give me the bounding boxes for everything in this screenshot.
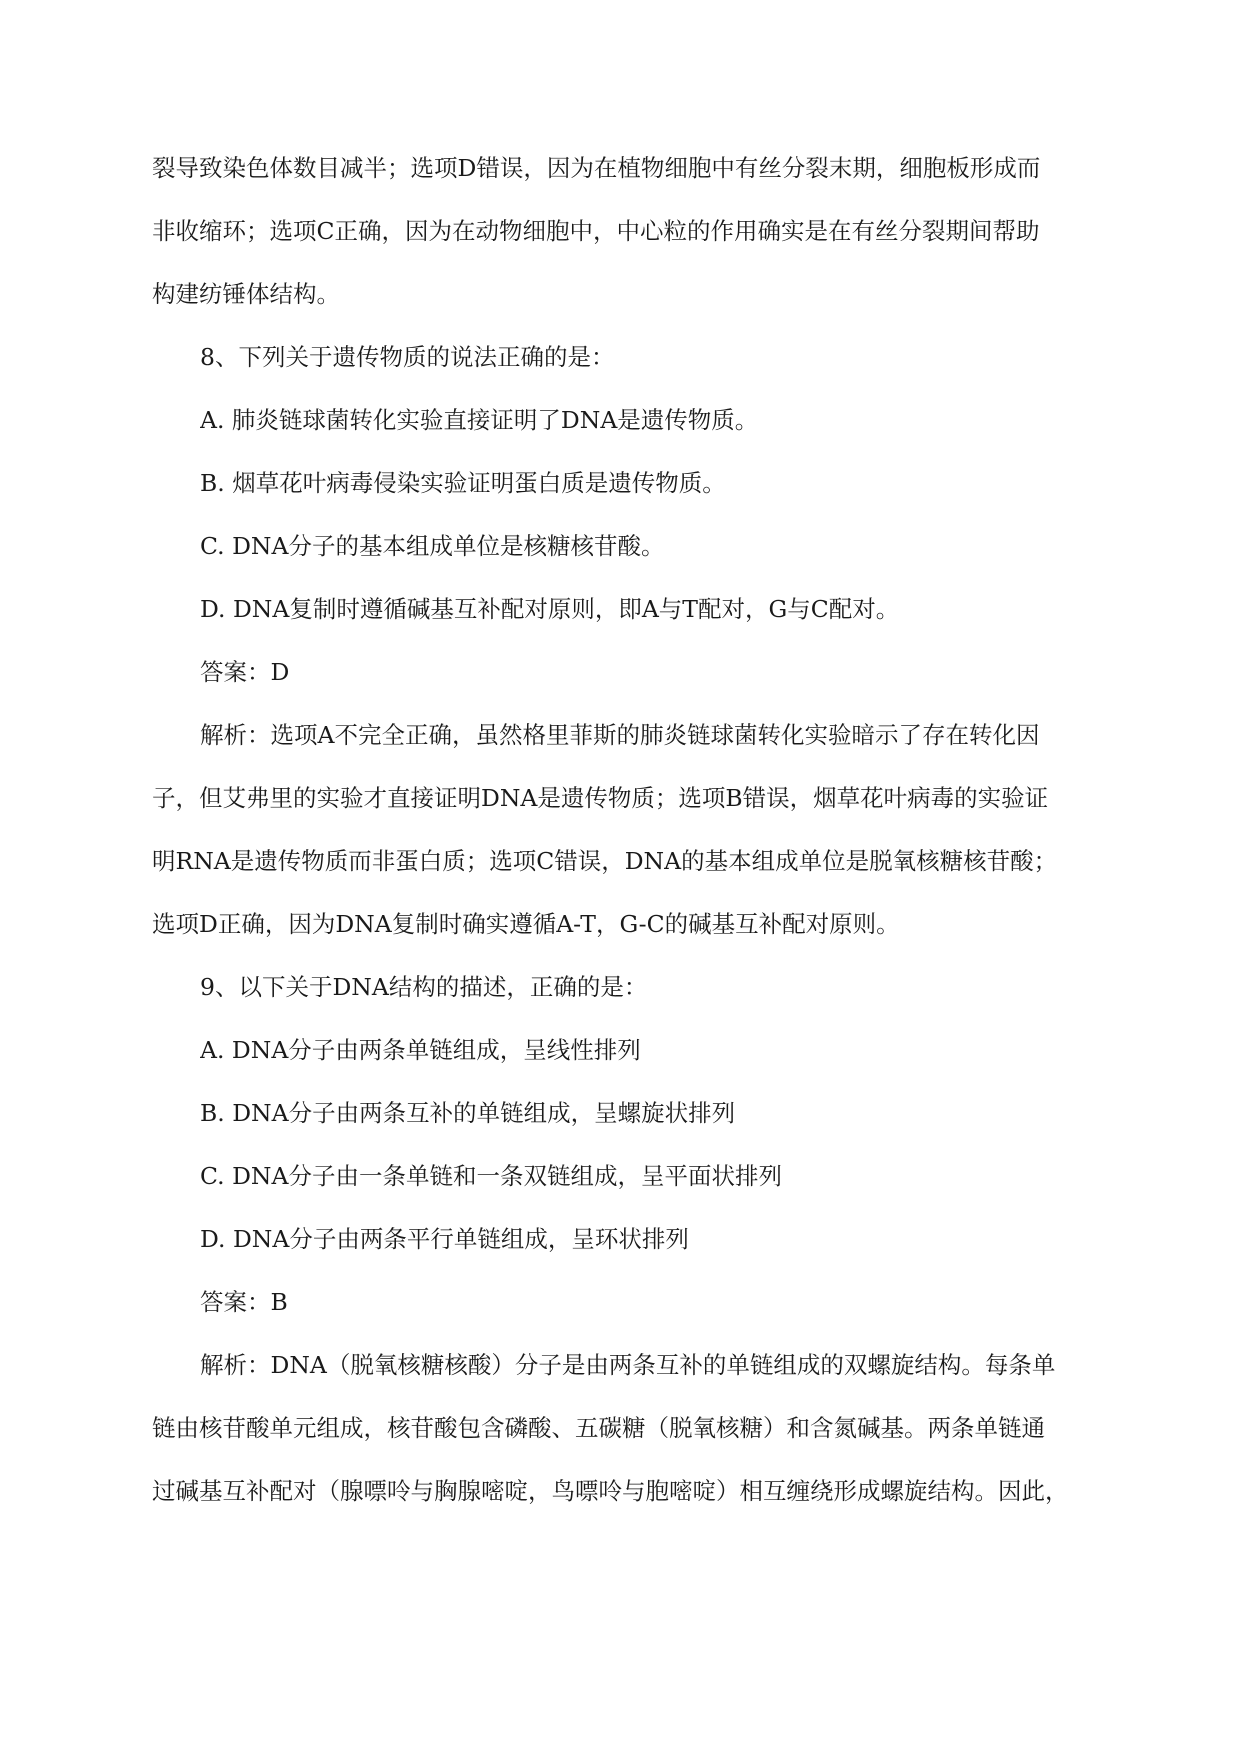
q8-option-a: A. 肺炎链球菌转化实验直接证明了DNA是遗传物质。 (200, 406, 759, 434)
q7-analysis-line-2: 非收缩环；选项C正确，因为在动物细胞中，中心粒的作用确实是在有丝分裂期间帮助 (152, 217, 1040, 245)
q9-answer: 答案：B (200, 1288, 288, 1316)
q7-analysis-line-1: 裂导致染色体数目减半；选项D错误，因为在植物细胞中有丝分裂末期，细胞板形成而 (152, 154, 1041, 182)
q9-analysis-line-1: 解析：DNA（脱氧核糖核酸）分子是由两条互补的单链组成的双螺旋结构。每条单 (200, 1351, 1056, 1379)
q9-question: 9、以下关于DNA结构的描述，正确的是： (200, 973, 648, 1001)
q9-option-a: A. DNA分子由两条单链组成，呈线性排列 (200, 1036, 641, 1064)
q7-analysis-line-3: 构建纺锤体结构。 (152, 280, 340, 308)
q8-analysis-line-2: 子，但艾弗里的实验才直接证明DNA是遗传物质；选项B错误，烟草花叶病毒的实验证 (152, 784, 1049, 812)
q9-analysis-line-2: 链由核苷酸单元组成，核苷酸包含磷酸、五碳糖（脱氧核糖）和含氮碱基。两条单链通 (152, 1414, 1045, 1442)
q8-question: 8、下列关于遗传物质的说法正确的是： (200, 343, 615, 371)
q8-answer: 答案：D (200, 658, 290, 686)
q8-option-b: B. 烟草花叶病毒侵染实验证明蛋白质是遗传物质。 (200, 469, 726, 497)
q9-option-c: C. DNA分子由一条单链和一条双链组成，呈平面状排列 (200, 1162, 782, 1190)
q8-option-d: D. DNA复制时遵循碱基互补配对原则，即A与T配对，G与C配对。 (200, 595, 900, 623)
q8-analysis-line-1: 解析：选项A不完全正确，虽然格里菲斯的肺炎链球菌转化实验暗示了存在转化因 (200, 721, 1040, 749)
q8-option-c: C. DNA分子的基本组成单位是核糖核苷酸。 (200, 532, 665, 560)
q9-option-b: B. DNA分子由两条互补的单链组成，呈螺旋状排列 (200, 1099, 736, 1127)
q8-analysis-line-4: 选项D正确，因为DNA复制时确实遵循A-T，G-C的碱基互补配对原则。 (152, 910, 900, 938)
q9-option-d: D. DNA分子由两条平行单链组成，呈环状排列 (200, 1225, 689, 1253)
q8-analysis-line-3: 明RNA是遗传物质而非蛋白质；选项C错误，DNA的基本组成单位是脱氧核糖核苷酸； (152, 847, 1058, 875)
q9-analysis-line-3: 过碱基互补配对（腺嘌呤与胸腺嘧啶，鸟嘌呤与胞嘧啶）相互缠绕形成螺旋结构。因此， (152, 1477, 1069, 1505)
